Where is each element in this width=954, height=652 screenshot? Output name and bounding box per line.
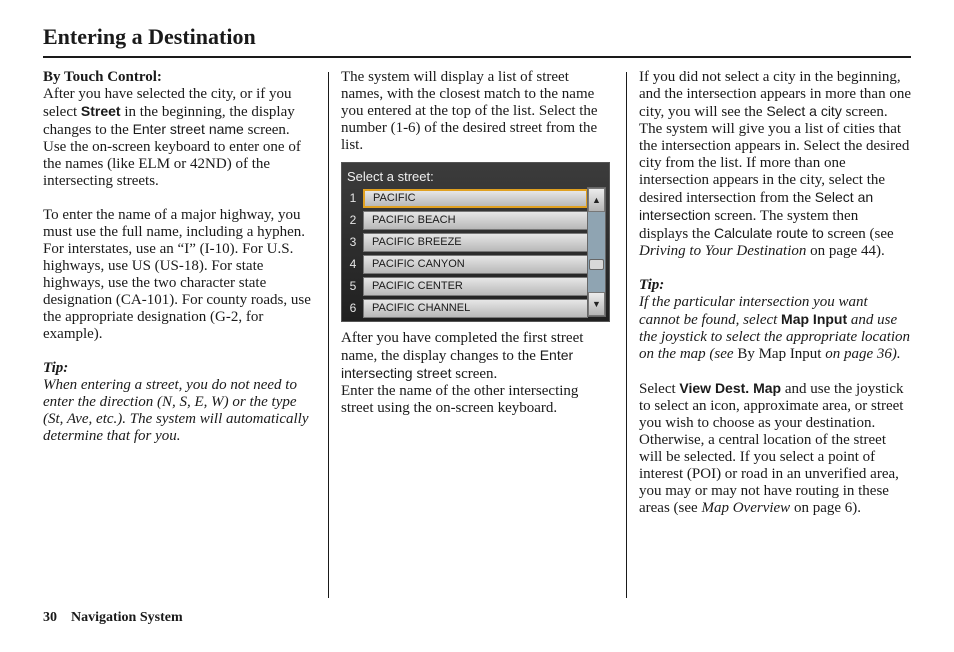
list-paragraph: The system will display a list of street names, with the closest match to the name you entered at the top of the list. Select the number (1-6) of the desired street from the list. xyxy=(341,69,598,153)
tip-label: Tip: xyxy=(43,360,69,376)
street-button[interactable]: PACIFIC CHANNEL xyxy=(363,299,588,318)
tip-text: When entering a street, you do not need to enter the direction (N, S, E, W) or the type (St, Ave, etc.). The system will automatically determine that for you. xyxy=(43,377,309,444)
ui-term: View Dest. Map xyxy=(679,380,782,396)
after-first-street-paragraph: After you have completed the first street name, the display changes to the Enter intersecting street screen. xyxy=(341,330,584,382)
title-rule xyxy=(43,56,911,58)
list-item[interactable] xyxy=(345,231,588,253)
row-number: 4 xyxy=(349,256,357,271)
select-street-screen xyxy=(341,162,610,322)
street-button[interactable]: PACIFIC CENTER xyxy=(363,277,588,296)
street-button[interactable]: PACIFIC BEACH xyxy=(363,211,588,230)
view-dest-paragraph: Select View Dest. Map and use the joystick to select an icon, approximate area, or street you wish to choose as your destination. Otherwise, a central location of the street will be selected. If you select a point of interest (POI) or road in an unverified area, you may or may not have routing in these areas (see Map Overview on page 6). xyxy=(639,380,904,516)
row-number: 1 xyxy=(349,190,357,205)
scroll-up-icon[interactable]: ▲ xyxy=(588,188,605,212)
list-item[interactable] xyxy=(345,275,588,297)
ui-term: Map Input xyxy=(781,311,848,327)
ui-term: Select a city xyxy=(766,103,842,119)
row-number: 6 xyxy=(349,300,357,315)
row-number: 3 xyxy=(349,234,357,249)
street-button[interactable]: PACIFIC xyxy=(363,189,588,208)
ui-term: Select an intersection xyxy=(639,189,874,223)
column-divider xyxy=(328,72,329,598)
ui-term: Enter street name xyxy=(132,121,244,137)
page-footer xyxy=(43,610,183,626)
list-item[interactable] xyxy=(345,209,588,231)
ui-term: Street xyxy=(80,103,121,119)
ui-term: Enter intersecting street xyxy=(341,347,574,381)
page-number: 30 xyxy=(43,610,57,625)
cross-reference: By Map Input xyxy=(737,346,822,362)
column-3 xyxy=(639,69,911,534)
page-title: Entering a Destination xyxy=(43,24,256,49)
ui-term: Calculate route to xyxy=(714,225,824,241)
scroll-thumb[interactable] xyxy=(589,259,604,270)
cross-reference: Map Overview xyxy=(701,500,791,516)
other-street-paragraph: Enter the name of the other intersecting street using the on-screen keyboard. xyxy=(341,383,579,416)
tip-label: Tip: xyxy=(639,277,665,293)
tip-text: If the particular intersection you want cannot be found, select Map Input and use the joystick to select the appropriate location on the map (see By Map Input on page 36). xyxy=(639,294,911,362)
scroll-down-icon[interactable]: ▼ xyxy=(588,292,605,316)
list-item[interactable] xyxy=(345,297,588,319)
touch-control-paragraph: By Touch Control: After you have selected the city, or if you select Street in the beginning, the display changes to the Enter street name screen. Use the on-screen keyboard to enter one of the names (like ELM or 42ND) of the intersecting streets. xyxy=(43,69,315,190)
cross-reference: Driving to Your Destination xyxy=(639,243,807,259)
row-number: 2 xyxy=(349,212,357,227)
column-divider xyxy=(626,72,627,598)
street-list xyxy=(345,187,588,319)
street-button[interactable]: PACIFIC BREEZE xyxy=(363,233,588,252)
highway-paragraph: To enter the name of a major highway, you must use the full name, including a hyphen. For interstates, use an “I” (I-10). For U.S. highways, use US (US-18). For state highways, use the two character state designation (CA-101). For county roads, use the appropriate designation (G-2, for example). xyxy=(43,207,311,342)
screen-title: Select a street: xyxy=(347,169,434,184)
section-heading: By Touch Control: xyxy=(43,69,162,85)
scrollbar[interactable] xyxy=(587,187,606,317)
city-paragraph: If you did not select a city in the beginning, and the intersection appears in more than one city, you will see the Select a city screen. The system will give you a list of cities that the intersection appears in. Select the desired city from the list. If more than one intersection appears in the city, select the desired intersection from the Select an intersection screen. The system then displays the Calculate route to screen (see Driving to Your Destination on page 44). xyxy=(639,69,911,259)
street-button[interactable]: PACIFIC CANYON xyxy=(363,255,588,274)
column-2 xyxy=(341,69,613,434)
row-number: 5 xyxy=(349,278,357,293)
section-name: Navigation System xyxy=(71,610,183,625)
list-item[interactable] xyxy=(345,187,588,209)
column-1 xyxy=(43,69,315,462)
list-item[interactable] xyxy=(345,253,588,275)
